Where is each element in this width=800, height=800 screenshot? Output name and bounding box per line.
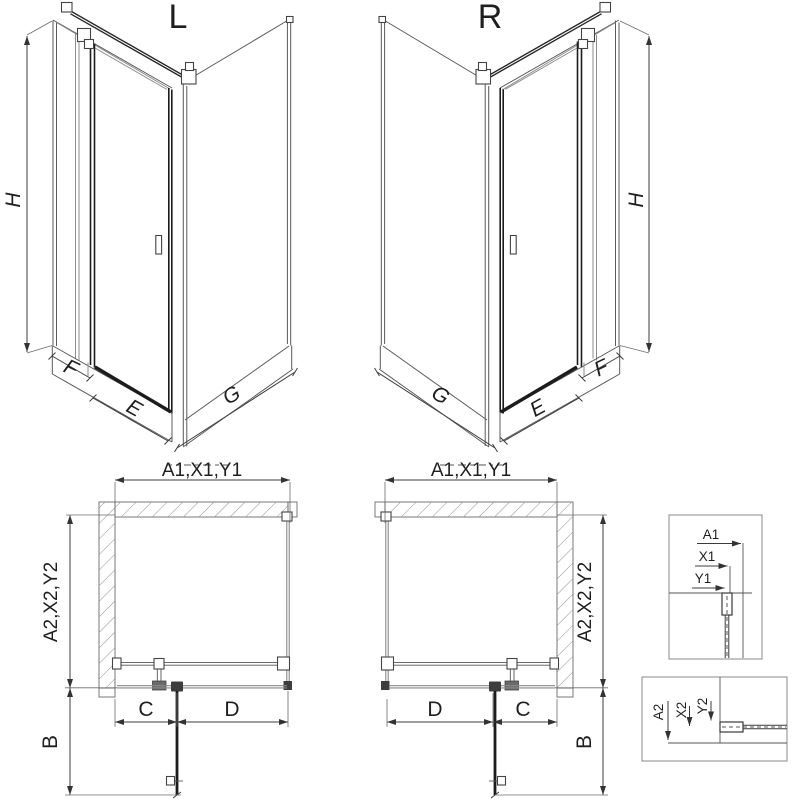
- door-handle: [156, 236, 162, 255]
- detail-a2-label: A2: [651, 703, 666, 721]
- detail-y2-label: Y2: [695, 697, 710, 715]
- variant-title-right: R: [477, 0, 503, 36]
- shower-tray: [379, 346, 620, 466]
- corner-connector: [182, 70, 197, 85]
- detail-x2-label: X2: [674, 701, 689, 719]
- door-projection-dim-label: B: [39, 734, 62, 750]
- door-projection-dim-label: B: [573, 734, 596, 750]
- shower-tray: [52, 346, 293, 466]
- top-width-dim-label: A1,X1,Y1: [430, 460, 512, 481]
- door-top-edge: [95, 48, 167, 90]
- door-hinge-profile: [578, 42, 582, 368]
- enclosure-plan: [381, 512, 559, 798]
- door-width-label: E: [122, 394, 146, 422]
- segment-c-dim-label: C: [515, 698, 531, 721]
- iso-view-left: [2, 0, 298, 465]
- door-closing-profile: [500, 88, 503, 414]
- door-handle: [498, 777, 506, 786]
- height-dim-label: H: [2, 192, 25, 208]
- detail-callout-top: [669, 515, 762, 659]
- segment-d-dim-label: D: [224, 698, 240, 721]
- detail-y1-label: Y1: [694, 571, 712, 586]
- door-handle: [510, 236, 516, 255]
- door-handle: [167, 777, 175, 786]
- plan-view-right: [375, 460, 608, 798]
- door-closing-profile: [169, 88, 172, 414]
- detail-a1-label: A1: [702, 527, 720, 542]
- door-top-edge: [505, 48, 577, 90]
- back-wall-width-label: G: [427, 381, 454, 410]
- variant-title-left: L: [168, 0, 188, 36]
- back-wall-width-label: G: [218, 381, 245, 410]
- support-bar: [391, 662, 553, 665]
- segment-c-dim-label: C: [138, 698, 154, 721]
- support-bar: [119, 662, 281, 665]
- enclosure-plan: [113, 512, 293, 798]
- door-hinge-profile: [91, 42, 95, 368]
- top-width-dim-label: A1,X1,Y1: [161, 460, 243, 481]
- side-depth-dim-label: A2,X2,Y2: [41, 561, 62, 643]
- segment-d-dim-label: D: [427, 698, 443, 721]
- iso-left-dimensions: [2, 21, 298, 452]
- side-panel-width-label: F: [590, 354, 612, 382]
- plan-view-left: [39, 460, 297, 798]
- door-width-label: E: [526, 394, 550, 422]
- door-pivot: [489, 682, 501, 692]
- door-pivot: [171, 682, 183, 692]
- side-depth-dim-label: A2,X2,Y2: [575, 561, 596, 643]
- wall-hatching: [99, 502, 297, 697]
- threshold-profile: [117, 686, 287, 688]
- corner-connector: [476, 70, 491, 85]
- iso-view-right: [375, 0, 650, 465]
- detail-callout-bottom: [642, 677, 787, 761]
- side-panel-width-label: F: [60, 354, 82, 382]
- threshold-profile: [389, 686, 555, 688]
- detail-x1-label: X1: [698, 549, 716, 564]
- height-dim-label: H: [625, 192, 648, 208]
- wall-hatching: [375, 502, 573, 697]
